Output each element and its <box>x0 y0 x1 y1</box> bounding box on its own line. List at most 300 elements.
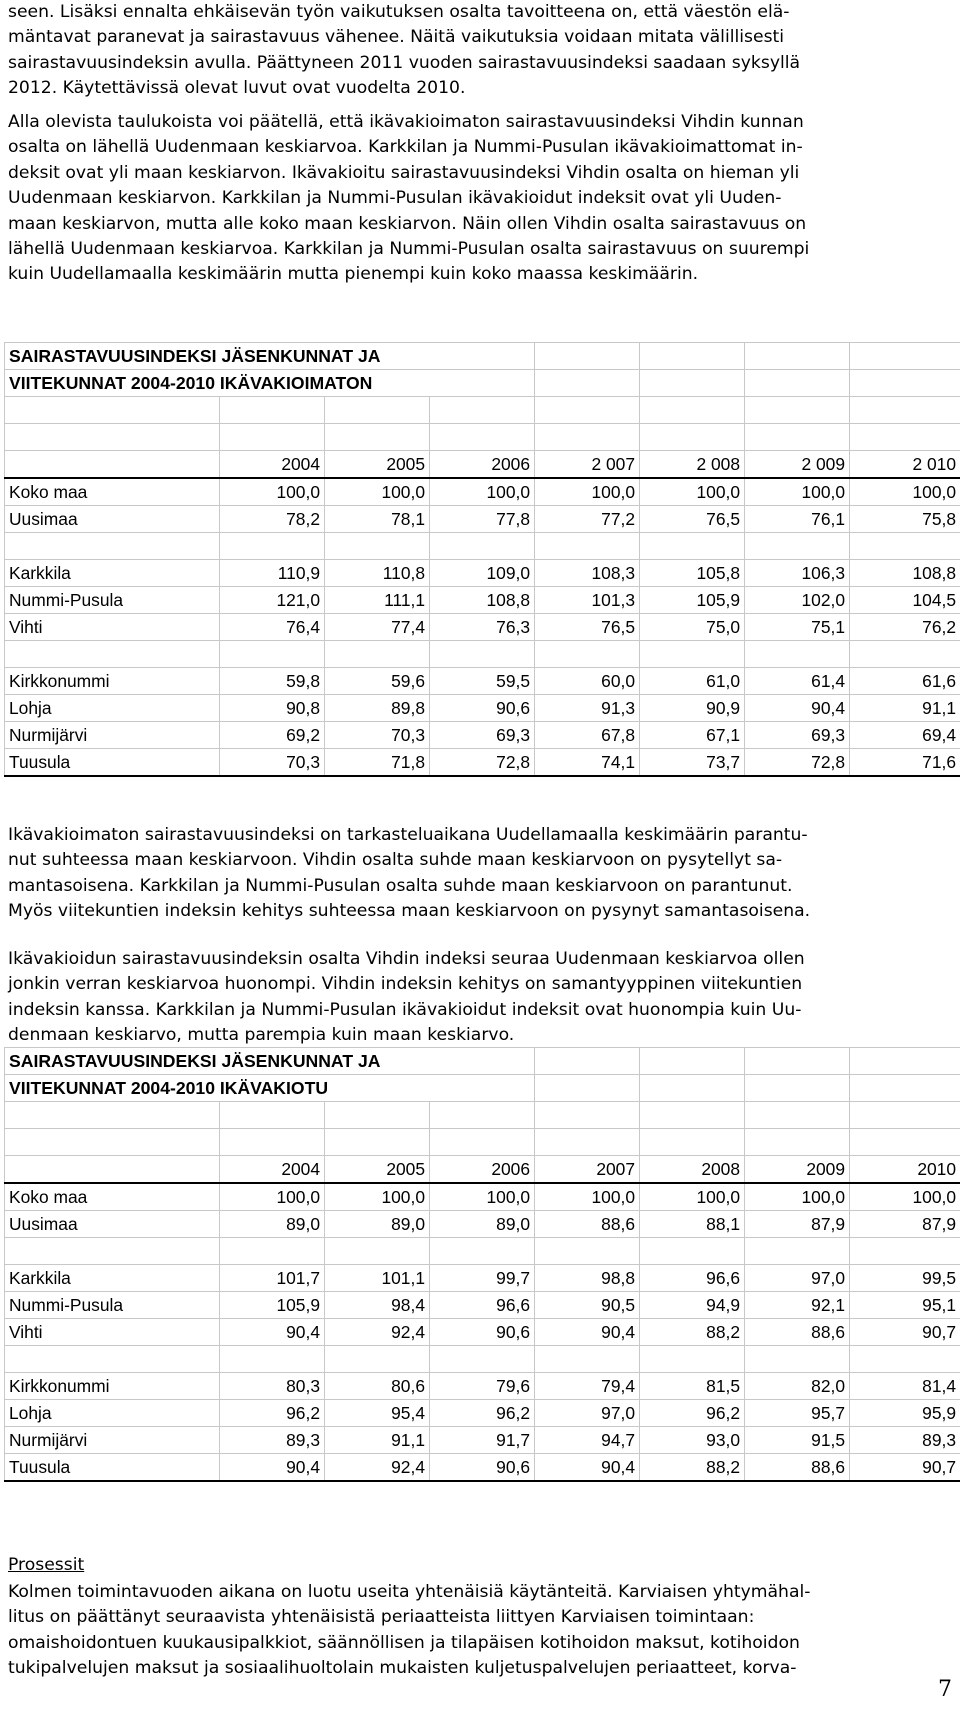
value-cell: 69,2 <box>220 722 325 749</box>
page-number: 7 <box>938 1677 952 1702</box>
empty-cell <box>5 641 220 668</box>
analysis-paragraph <box>8 110 954 288</box>
value-cell: 75,0 <box>640 614 745 641</box>
empty-cell <box>640 1102 745 1129</box>
value-cell: 105,9 <box>220 1292 325 1319</box>
table-row <box>5 1373 960 1400</box>
empty-cell <box>850 343 960 370</box>
empty-cell <box>5 1129 220 1156</box>
empty-cell <box>220 1238 325 1265</box>
empty-cell <box>5 1156 220 1184</box>
section-paragraph <box>8 1580 954 1682</box>
empty-cell <box>325 1238 430 1265</box>
value-cell: 61,6 <box>850 668 960 695</box>
value-cell: 90,4 <box>535 1319 640 1346</box>
row-label: Nurmijärvi <box>5 1427 220 1454</box>
value-cell: 101,1 <box>325 1265 430 1292</box>
value-cell: 78,2 <box>220 506 325 533</box>
value-cell: 70,3 <box>325 722 430 749</box>
text-line: nut suhteessa maan keskiarvoon. Vihdin osalta suhde maan keskiarvoon on pysytellyt sa- <box>8 850 783 871</box>
empty-cell <box>640 1129 745 1156</box>
value-cell: 80,3 <box>220 1373 325 1400</box>
empty-cell <box>745 1129 850 1156</box>
value-cell: 95,7 <box>745 1400 850 1427</box>
empty-cell <box>640 641 745 668</box>
value-cell: 88,2 <box>640 1319 745 1346</box>
value-cell: 82,0 <box>745 1373 850 1400</box>
value-cell: 81,5 <box>640 1373 745 1400</box>
value-cell: 98,8 <box>535 1265 640 1292</box>
table-title-row <box>5 1048 960 1075</box>
value-cell: 88,6 <box>535 1211 640 1238</box>
empty-cell <box>640 533 745 560</box>
value-cell: 72,8 <box>430 749 535 777</box>
value-cell: 89,0 <box>220 1211 325 1238</box>
value-cell: 59,5 <box>430 668 535 695</box>
value-cell: 92,4 <box>325 1454 430 1482</box>
empty-cell <box>745 533 850 560</box>
empty-cell <box>5 1346 220 1373</box>
empty-cell <box>850 370 960 397</box>
empty-cell <box>220 1102 325 1129</box>
value-cell: 90,4 <box>535 1454 640 1482</box>
empty-cell <box>5 424 220 451</box>
value-cell: 88,6 <box>745 1319 850 1346</box>
value-cell: 100,0 <box>430 1183 535 1211</box>
value-cell: 90,4 <box>745 695 850 722</box>
empty-cell <box>325 1102 430 1129</box>
value-cell: 80,6 <box>325 1373 430 1400</box>
text-line: tukipalvelujen maksut ja sosiaalihuoltolain mukaisten kuljetuspalvelujen periaatteet, korva- <box>8 1658 797 1679</box>
text-line: kuin Uudellamaalla keskimäärin mutta pienempi kuin koko maassa keskimäärin. <box>8 264 699 285</box>
empty-cell <box>745 641 850 668</box>
row-label: Tuusula <box>5 749 220 777</box>
value-cell: 100,0 <box>745 478 850 506</box>
value-cell: 77,8 <box>430 506 535 533</box>
value-cell: 89,3 <box>850 1427 960 1454</box>
value-cell: 99,5 <box>850 1265 960 1292</box>
empty-cell <box>535 397 640 424</box>
value-cell: 74,1 <box>535 749 640 777</box>
value-cell: 100,0 <box>325 478 430 506</box>
table-row <box>5 506 960 533</box>
table-row <box>5 1400 960 1427</box>
empty-cell <box>325 533 430 560</box>
table-adjusted <box>4 1047 960 1482</box>
text-line: osalta on lähellä Uudenmaan keskiarvoa. Karkkilan ja Nummi-Pusulan ikävakioimattomat in- <box>8 137 803 158</box>
value-cell: 100,0 <box>745 1183 850 1211</box>
value-cell: 76,2 <box>850 614 960 641</box>
empty-cell <box>640 397 745 424</box>
value-cell: 71,8 <box>325 749 430 777</box>
empty-cell <box>220 1346 325 1373</box>
table-row <box>5 695 960 722</box>
text-line: Alla olevista taulukoista voi päätellä, että ikävakioimaton sairastavuusindeksi Vihdin kunnan <box>8 112 804 132</box>
table-title: SAIRASTAVUUSINDEKSI JÄSENKUNNAT JA <box>5 1048 535 1075</box>
empty-cell <box>430 397 535 424</box>
empty-cell <box>745 343 850 370</box>
value-cell: 70,3 <box>220 749 325 777</box>
value-cell: 75,8 <box>850 506 960 533</box>
value-cell: 105,9 <box>640 587 745 614</box>
row-label: Koko maa <box>5 1183 220 1211</box>
table-title: VIITEKUNNAT 2004-2010 IKÄVAKIOTU <box>5 1075 535 1102</box>
table-row <box>5 1211 960 1238</box>
text-line: denmaan keskiarvo, mutta parempia kuin maan keskiarvo. <box>8 1025 515 1046</box>
value-cell: 100,0 <box>430 478 535 506</box>
year-header: 2005 <box>325 451 430 479</box>
value-cell: 91,5 <box>745 1427 850 1454</box>
value-cell: 97,0 <box>535 1400 640 1427</box>
value-cell: 76,5 <box>535 614 640 641</box>
table-title-row <box>5 370 960 397</box>
empty-cell <box>745 1346 850 1373</box>
row-label: Tuusula <box>5 1454 220 1482</box>
value-cell: 69,3 <box>745 722 850 749</box>
table-row <box>5 668 960 695</box>
value-cell: 100,0 <box>640 478 745 506</box>
value-cell: 60,0 <box>535 668 640 695</box>
empty-cell <box>640 1346 745 1373</box>
value-cell: 67,1 <box>640 722 745 749</box>
index-table <box>4 1047 960 1482</box>
value-cell: 75,1 <box>745 614 850 641</box>
row-label: Uusimaa <box>5 506 220 533</box>
empty-cell <box>850 424 960 451</box>
value-cell: 100,0 <box>850 478 960 506</box>
value-cell: 99,7 <box>430 1265 535 1292</box>
value-cell: 111,1 <box>325 587 430 614</box>
empty-cell <box>430 641 535 668</box>
value-cell: 95,1 <box>850 1292 960 1319</box>
value-cell: 100,0 <box>220 478 325 506</box>
empty-cell <box>850 1075 960 1102</box>
empty-cell <box>220 641 325 668</box>
spacer-row <box>5 1346 960 1373</box>
year-header: 2 007 <box>535 451 640 479</box>
value-cell: 89,3 <box>220 1427 325 1454</box>
empty-cell <box>5 1238 220 1265</box>
value-cell: 76,1 <box>745 506 850 533</box>
blank-row <box>5 424 960 451</box>
value-cell: 87,9 <box>850 1211 960 1238</box>
value-cell: 90,9 <box>640 695 745 722</box>
year-header-row <box>5 451 960 479</box>
empty-cell <box>325 397 430 424</box>
empty-cell <box>535 1238 640 1265</box>
value-cell: 89,0 <box>430 1211 535 1238</box>
value-cell: 91,3 <box>535 695 640 722</box>
value-cell: 69,3 <box>430 722 535 749</box>
year-header: 2009 <box>745 1156 850 1184</box>
index-table <box>4 342 960 777</box>
empty-cell <box>430 424 535 451</box>
text-line: mantasoisena. Karkkilan ja Nummi-Pusulan osalta suhde maan keskiarvoon on parantunut. <box>8 875 793 896</box>
value-cell: 91,1 <box>850 695 960 722</box>
empty-cell <box>850 1102 960 1129</box>
table-title-row <box>5 1075 960 1102</box>
value-cell: 90,7 <box>850 1454 960 1482</box>
value-cell: 79,6 <box>430 1373 535 1400</box>
value-cell: 105,8 <box>640 560 745 587</box>
value-cell: 97,0 <box>745 1265 850 1292</box>
value-cell: 91,7 <box>430 1427 535 1454</box>
empty-cell <box>535 1346 640 1373</box>
table-title: VIITEKUNNAT 2004-2010 IKÄVAKIOIMATON <box>5 370 535 397</box>
year-header: 2006 <box>430 1156 535 1184</box>
value-cell: 59,8 <box>220 668 325 695</box>
value-cell: 94,7 <box>535 1427 640 1454</box>
value-cell: 76,5 <box>640 506 745 533</box>
empty-cell <box>5 533 220 560</box>
empty-cell <box>220 424 325 451</box>
blank-row <box>5 397 960 424</box>
unadjusted-commentary <box>8 823 954 925</box>
empty-cell <box>430 1238 535 1265</box>
blank-row <box>5 1129 960 1156</box>
value-cell: 90,5 <box>535 1292 640 1319</box>
text-line: Myös viitekuntien indeksin kehitys suhteessa maan keskiarvoon on pysynyt samantasoisena. <box>8 901 811 922</box>
value-cell: 90,4 <box>220 1319 325 1346</box>
table-row <box>5 1292 960 1319</box>
value-cell: 94,9 <box>640 1292 745 1319</box>
empty-cell <box>640 1075 745 1102</box>
row-label: Lohja <box>5 695 220 722</box>
year-header: 2006 <box>430 451 535 479</box>
value-cell: 72,8 <box>745 749 850 777</box>
value-cell: 101,3 <box>535 587 640 614</box>
value-cell: 108,3 <box>535 560 640 587</box>
value-cell: 90,8 <box>220 695 325 722</box>
table-row <box>5 560 960 587</box>
year-header: 2 009 <box>745 451 850 479</box>
text-line: jonkin verran keskiarvoa huonompi. Vihdin indeksin kehitys on samantyyppinen viitekuntien <box>8 974 803 995</box>
value-cell: 98,4 <box>325 1292 430 1319</box>
table-row <box>5 749 960 777</box>
value-cell: 81,4 <box>850 1373 960 1400</box>
value-cell: 92,1 <box>745 1292 850 1319</box>
value-cell: 91,1 <box>325 1427 430 1454</box>
value-cell: 87,9 <box>745 1211 850 1238</box>
year-header: 2005 <box>325 1156 430 1184</box>
empty-cell <box>745 424 850 451</box>
empty-cell <box>640 343 745 370</box>
value-cell: 104,5 <box>850 587 960 614</box>
row-label: Karkkila <box>5 1265 220 1292</box>
spacer-row <box>5 533 960 560</box>
text-line: seen. Lisäksi ennalta ehkäisevän työn vaikutuksen osalta tavoitteena on, että väestön elä- <box>8 2 790 22</box>
table-unadjusted <box>4 342 960 777</box>
empty-cell <box>5 397 220 424</box>
row-label: Uusimaa <box>5 1211 220 1238</box>
value-cell: 90,7 <box>850 1319 960 1346</box>
text-line: sairastavuusindeksin avulla. Päättyneen 2011 vuoden sairastavuusindeksi saadaan syksyllä <box>8 52 801 73</box>
value-cell: 90,6 <box>430 1319 535 1346</box>
value-cell: 109,0 <box>430 560 535 587</box>
empty-cell <box>535 533 640 560</box>
empty-cell <box>745 1075 850 1102</box>
empty-cell <box>745 397 850 424</box>
row-label: Lohja <box>5 1400 220 1427</box>
text-line: mäntavat paranevat ja sairastavuus vähenee. Näitä vaikutuksia voidaan mitata välillisesti <box>8 27 785 48</box>
text-line: Kolmen toimintavuoden aikana on luotu useita yhtenäisiä käytänteitä. Karviaisen yhtymähal- <box>8 1582 811 1602</box>
year-header: 2 008 <box>640 451 745 479</box>
text-line: Ikävakioimaton sairastavuusindeksi on tarkasteluaikana Uudellamaalla keskimäärin parantu- <box>8 825 808 845</box>
text-line: omaishoidontuen kuukausipalkkiot, säännöllisen ja tilapäisen kotihoidon maksut, kotihoidon <box>8 1632 800 1653</box>
empty-cell <box>430 1346 535 1373</box>
value-cell: 59,6 <box>325 668 430 695</box>
value-cell: 100,0 <box>535 1183 640 1211</box>
intro-paragraph <box>8 0 954 102</box>
row-label: Vihti <box>5 614 220 641</box>
text-line: Ikävakioidun sairastavuusindeksin osalta Vihdin indeksi seuraa Uudenmaan keskiarvoa ollen <box>8 949 805 969</box>
year-header: 2007 <box>535 1156 640 1184</box>
row-label: Kirkkonummi <box>5 668 220 695</box>
value-cell: 88,6 <box>745 1454 850 1482</box>
table-row <box>5 1183 960 1211</box>
empty-cell <box>220 397 325 424</box>
empty-cell <box>745 1238 850 1265</box>
value-cell: 67,8 <box>535 722 640 749</box>
row-label: Koko maa <box>5 478 220 506</box>
spacer-row <box>5 1238 960 1265</box>
text-line: indeksin kanssa. Karkkilan ja Nummi-Pusulan ikävakioidut indeksit ovat huonompia kuin Uu- <box>8 999 802 1020</box>
value-cell: 92,4 <box>325 1319 430 1346</box>
empty-cell <box>640 370 745 397</box>
text-line: deksit ovat yli maan keskiarvon. Ikävakioitu sairastavuusindeksi Vihdin osalta on hieman yli <box>8 162 800 183</box>
spacer-row <box>5 641 960 668</box>
value-cell: 89,0 <box>325 1211 430 1238</box>
value-cell: 89,8 <box>325 695 430 722</box>
empty-cell <box>325 1129 430 1156</box>
value-cell: 110,8 <box>325 560 430 587</box>
adjusted-commentary <box>8 947 954 1049</box>
value-cell: 108,8 <box>850 560 960 587</box>
value-cell: 88,2 <box>640 1454 745 1482</box>
table-row <box>5 1427 960 1454</box>
empty-cell <box>430 1129 535 1156</box>
value-cell: 106,3 <box>745 560 850 587</box>
year-header-row <box>5 1156 960 1184</box>
empty-cell <box>325 1346 430 1373</box>
empty-cell <box>535 370 640 397</box>
blank-row <box>5 1102 960 1129</box>
value-cell: 73,7 <box>640 749 745 777</box>
value-cell: 76,4 <box>220 614 325 641</box>
table-row <box>5 1265 960 1292</box>
empty-cell <box>850 1346 960 1373</box>
value-cell: 100,0 <box>850 1183 960 1211</box>
value-cell: 88,1 <box>640 1211 745 1238</box>
value-cell: 100,0 <box>640 1183 745 1211</box>
table-title-row <box>5 343 960 370</box>
table-row <box>5 1319 960 1346</box>
empty-cell <box>640 1238 745 1265</box>
empty-cell <box>325 424 430 451</box>
value-cell: 95,9 <box>850 1400 960 1427</box>
year-header: 2004 <box>220 451 325 479</box>
value-cell: 102,0 <box>745 587 850 614</box>
value-cell: 100,0 <box>220 1183 325 1211</box>
empty-cell <box>535 1129 640 1156</box>
value-cell: 95,4 <box>325 1400 430 1427</box>
value-cell: 61,0 <box>640 668 745 695</box>
value-cell: 90,6 <box>430 695 535 722</box>
value-cell: 69,4 <box>850 722 960 749</box>
empty-cell <box>535 641 640 668</box>
empty-cell <box>325 641 430 668</box>
table-row <box>5 614 960 641</box>
row-label: Vihti <box>5 1319 220 1346</box>
empty-cell <box>535 1048 640 1075</box>
empty-cell <box>535 424 640 451</box>
empty-cell <box>850 397 960 424</box>
value-cell: 96,6 <box>430 1292 535 1319</box>
empty-cell <box>5 1102 220 1129</box>
text-line: maan keskiarvon, mutta alle koko maan keskiarvon. Näin ollen Vihdin osalta sairastavuus on <box>8 213 807 234</box>
row-label: Nummi-Pusula <box>5 1292 220 1319</box>
text-line: lähellä Uudenmaan keskiarvoa. Karkkilan ja Nummi-Pusulan osalta sairastavuus on suurempi <box>8 239 810 260</box>
value-cell: 96,6 <box>640 1265 745 1292</box>
value-cell: 110,9 <box>220 560 325 587</box>
empty-cell <box>850 1048 960 1075</box>
value-cell: 79,4 <box>535 1373 640 1400</box>
empty-cell <box>745 1048 850 1075</box>
row-label: Nummi-Pusula <box>5 587 220 614</box>
value-cell: 101,7 <box>220 1265 325 1292</box>
value-cell: 121,0 <box>220 587 325 614</box>
empty-cell <box>535 1075 640 1102</box>
year-header: 2 010 <box>850 451 960 479</box>
empty-cell <box>640 1048 745 1075</box>
text-line: 2012. Käytettävissä olevat luvut ovat vuodelta 2010. <box>8 78 466 99</box>
empty-cell <box>535 1102 640 1129</box>
value-cell: 93,0 <box>640 1427 745 1454</box>
value-cell: 76,3 <box>430 614 535 641</box>
value-cell: 78,1 <box>325 506 430 533</box>
year-header: 2010 <box>850 1156 960 1184</box>
value-cell: 96,2 <box>640 1400 745 1427</box>
table-row <box>5 587 960 614</box>
value-cell: 90,6 <box>430 1454 535 1482</box>
value-cell: 100,0 <box>535 478 640 506</box>
value-cell: 96,2 <box>430 1400 535 1427</box>
table-row <box>5 1454 960 1482</box>
table-title: SAIRASTAVUUSINDEKSI JÄSENKUNNAT JA <box>5 343 535 370</box>
section-heading: Prosessit <box>8 1555 85 1575</box>
value-cell: 90,4 <box>220 1454 325 1482</box>
text-line: litus on päättänyt seuraavista yhtenäisistä periaatteista liittyen Karviaisen toimintaan: <box>8 1607 755 1628</box>
empty-cell <box>850 1129 960 1156</box>
value-cell: 96,2 <box>220 1400 325 1427</box>
empty-cell <box>430 533 535 560</box>
value-cell: 100,0 <box>325 1183 430 1211</box>
year-header: 2004 <box>220 1156 325 1184</box>
empty-cell <box>220 1129 325 1156</box>
empty-cell <box>640 424 745 451</box>
empty-cell <box>220 533 325 560</box>
row-label: Nurmijärvi <box>5 722 220 749</box>
text-line: Uudenmaan keskiarvon. Karkkilan ja Nummi-Pusulan ikävakioidut indeksit ovat yli Uuden- <box>8 188 782 209</box>
value-cell: 77,2 <box>535 506 640 533</box>
empty-cell <box>850 1238 960 1265</box>
table-row <box>5 478 960 506</box>
value-cell: 71,6 <box>850 749 960 777</box>
empty-cell <box>535 343 640 370</box>
empty-cell <box>850 641 960 668</box>
row-label: Karkkila <box>5 560 220 587</box>
empty-cell <box>5 451 220 479</box>
